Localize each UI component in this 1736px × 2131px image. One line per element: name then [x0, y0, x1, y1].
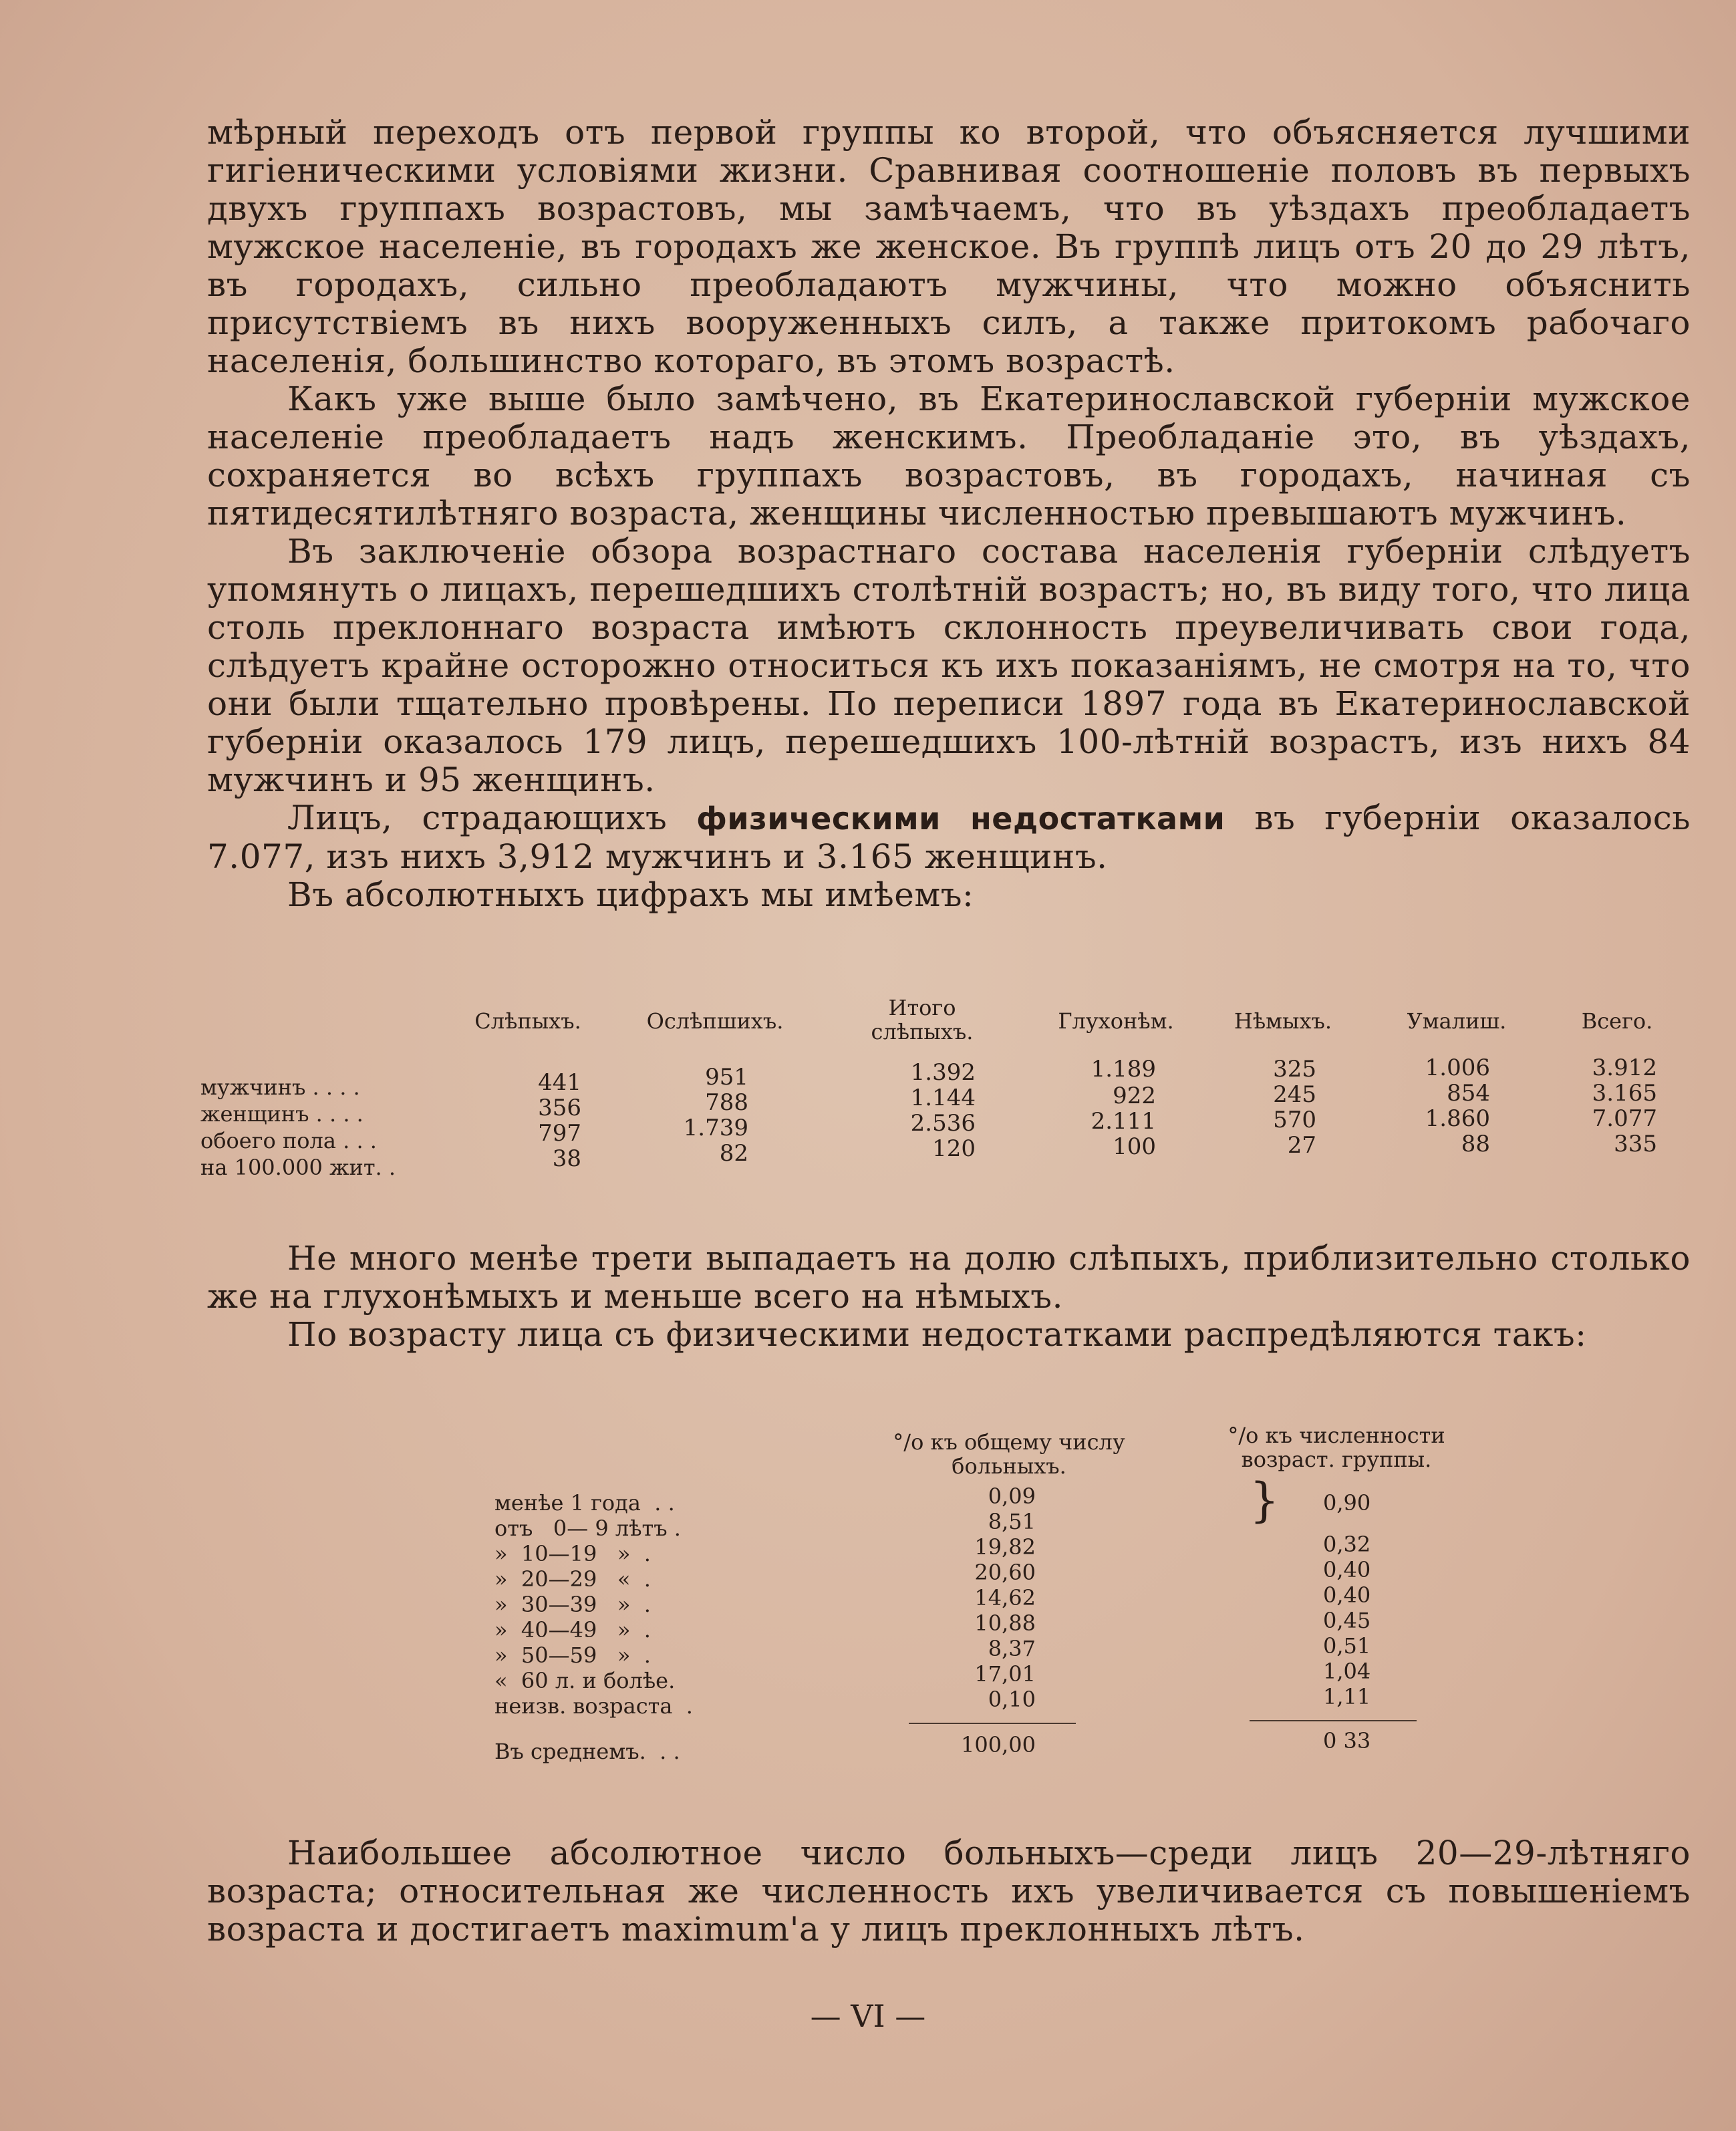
table-cell: 245 — [1273, 1081, 1316, 1108]
age-share-value: 17,01 — [974, 1661, 1036, 1687]
text-block-top — [207, 114, 1691, 914]
table-cell: 7.077 — [1592, 1105, 1657, 1132]
age-share-value: 20,60 — [974, 1560, 1036, 1585]
age-row-label: » 10—19 » . — [494, 1541, 651, 1566]
col-header: Глухонѣм. — [1058, 1008, 1174, 1034]
age-row-label: » 20—29 « . — [494, 1566, 651, 1592]
table-cell: 951 — [705, 1064, 748, 1091]
age-group-value: 0,32 — [1323, 1532, 1371, 1557]
table-cell: 335 — [1614, 1131, 1657, 1157]
table-cell: 854 — [1447, 1080, 1490, 1107]
age-group-value: 0,40 — [1323, 1557, 1371, 1582]
age-row-label: отъ 0— 9 лѣтъ . — [494, 1516, 681, 1541]
page-number: — VI — — [810, 1998, 926, 2034]
brace-mark: } — [1250, 1473, 1280, 1528]
paragraph-defects — [207, 799, 1691, 876]
age-group-value: 0,90 — [1323, 1490, 1371, 1516]
age-group-value: 0,51 — [1323, 1633, 1371, 1659]
row-label: на 100.000 жит. . — [200, 1155, 396, 1180]
table-cell: 2.536 — [910, 1110, 976, 1137]
paragraph-2: Какъ уже выше было замѣчено, въ Екатеринославской губернiи мужское населенiе преобладаетъ надъ женскимъ. Преобладанiе это, въ уѣздахъ, сохраняется во всѣхъ группахъ возрастовъ, въ городахъ, начиная съ пятидесятилѣтняго возраста, женщины численностью превышаютъ мужчинъ. — [207, 380, 1691, 533]
paragraph-conclusion: Наибольшее абсолютное число больныхъ—среди лицъ 20—29-лѣтняго возраста; относительная же численность ихъ увеличивается съ повышенiемъ возраста и достигаетъ maximum'а у лицъ преклонныхъ лѣтъ. — [207, 1834, 1691, 1949]
table-cell: 27 — [1287, 1132, 1316, 1159]
table-cell: 88 — [1461, 1131, 1490, 1157]
table-cell: 2.111 — [1091, 1108, 1156, 1135]
age-share-value: 0,09 — [988, 1483, 1036, 1509]
table-cell: 1.739 — [683, 1115, 748, 1141]
row-label: женщинъ . . . . — [200, 1101, 364, 1127]
defects-text-before: Лицъ, страдающихъ — [287, 799, 697, 837]
text-block-middle — [207, 1240, 1691, 1354]
defects-text-bold: физическими недостатками — [696, 801, 1225, 837]
table-cell: 788 — [705, 1089, 748, 1116]
paragraph-by-age: По возрасту лица съ физическими недостатками распредѣляются такъ: — [287, 1315, 1587, 1354]
age-share-value: 0,10 — [988, 1687, 1036, 1712]
table-cell: 1.392 — [910, 1059, 976, 1086]
table-cell: 570 — [1273, 1107, 1316, 1133]
age-group-value: 1,11 — [1323, 1684, 1371, 1709]
table-cell: 82 — [719, 1140, 748, 1167]
paragraph-3: Въ заключенiе обзора возрастнаго состава населенiя губернiи слѣдуетъ упомянуть о лицахъ, перешедшихъ столѣтнiй возрастъ; но, въ виду того, что лица столь преклоннаго возраста имѣютъ склонность преувеличивать свои года, слѣдуетъ крайне осторожно относиться къ ихъ показанiямъ, не смотря на то, что они были тщательно провѣрены. По переписи 1897 года въ Екатеринославской губернiи оказалось 179 лицъ, перешедшихъ 100-лѣтнiй возрастъ, изъ нихъ 84 мужчинъ и 95 женщинъ. — [207, 532, 1691, 799]
col-header: Всего. — [1581, 1008, 1653, 1034]
text-block-bottom — [207, 1834, 1691, 1949]
table-cell: 38 — [552, 1145, 581, 1172]
table-cell: 797 — [538, 1120, 581, 1147]
age-share-value: 8,37 — [988, 1636, 1036, 1661]
paragraph-thirds: Не много менѣе трети выпадаетъ на долю слѣпыхъ, приблизительно столько же на глухонѣмыхъ и меньше всего на нѣмыхъ. — [207, 1239, 1691, 1316]
table-cell: 441 — [538, 1069, 581, 1096]
col-header-share-of-sick: °/о къ общему числу больныхъ. — [893, 1429, 1125, 1479]
paragraph-absolute: Въ абсолютныхъ цифрахъ мы имѣемъ: — [287, 875, 974, 914]
age-share-value: 10,88 — [974, 1610, 1036, 1636]
table-cell: 325 — [1273, 1056, 1316, 1083]
age-group-value: 0,45 — [1323, 1608, 1371, 1633]
sum-rule — [909, 1723, 1076, 1724]
age-row-label: « 60 л. и болѣе. — [494, 1668, 676, 1693]
average-group-value: 0 33 — [1323, 1728, 1371, 1753]
table-cell: 100 — [1113, 1133, 1156, 1160]
row-label: обоего пола . . . — [200, 1128, 377, 1153]
col-header: Ослѣпшихъ. — [646, 1008, 784, 1034]
table-cell: 356 — [538, 1095, 581, 1121]
col-header-share-of-age-group: °/о къ численности возраст. группы. — [1227, 1423, 1445, 1472]
age-row-label: менѣе 1 года . . — [494, 1490, 675, 1516]
row-label: мужчинъ . . . . — [200, 1075, 360, 1100]
age-group-value: 1,04 — [1323, 1659, 1371, 1684]
age-row-label: неизв. возраста . — [494, 1693, 693, 1719]
age-row-label: » 30—39 » . — [494, 1592, 651, 1617]
table-cell: 3.912 — [1592, 1054, 1657, 1081]
table-cell: 3.165 — [1592, 1080, 1657, 1107]
sum-rule — [1250, 1720, 1417, 1721]
age-group-value: 0,40 — [1323, 1582, 1371, 1608]
table-cell: 120 — [932, 1135, 976, 1162]
paragraph-1: мѣрный переходъ отъ первой группы ко второй, что объясняется лучшими гигiеническими условiями жизни. Сравнивая соотношенiе половъ въ первыхъ двухъ группахъ возрастовъ, мы замѣчаемъ, что въ уѣздахъ преобладаетъ мужское населенiе, въ городахъ же женское. Въ группѣ лицъ отъ 20 до 29 лѣтъ, въ городахъ, сильно преобладаютъ мужчины, что можно объяснить присутствiемъ въ нихъ вооруженныхъ силъ, а также притокомъ рабочаго населенiя, большинство котораго, въ этомъ возрастѣ. — [207, 113, 1691, 380]
defects-text-after: въ губернiи оказалось 7.077, изъ нихъ 3,912 мужчинъ и 3.165 женщинъ. — [207, 799, 1691, 876]
table-cell: 922 — [1113, 1083, 1156, 1109]
age-share-value: 14,62 — [974, 1585, 1036, 1610]
age-row-label: » 50—59 » . — [494, 1643, 651, 1668]
average-share-value: 100,00 — [961, 1732, 1036, 1757]
table-cell: 1.006 — [1425, 1054, 1490, 1081]
age-share-value: 19,82 — [974, 1534, 1036, 1560]
table-cell: 1.860 — [1425, 1105, 1490, 1132]
col-header: Нѣмыхъ. — [1234, 1008, 1332, 1034]
col-header: Слѣпыхъ. — [474, 1008, 581, 1034]
average-label: Въ среднемъ. . . — [494, 1739, 680, 1764]
col-header: Итого слѣпыхъ. — [871, 995, 974, 1044]
age-row-label: » 40—49 » . — [494, 1617, 651, 1643]
col-header: Умалиш. — [1407, 1008, 1507, 1034]
table-cell: 1.144 — [910, 1085, 976, 1111]
age-share-value: 8,51 — [988, 1509, 1036, 1534]
table-cell: 1.189 — [1091, 1056, 1156, 1083]
